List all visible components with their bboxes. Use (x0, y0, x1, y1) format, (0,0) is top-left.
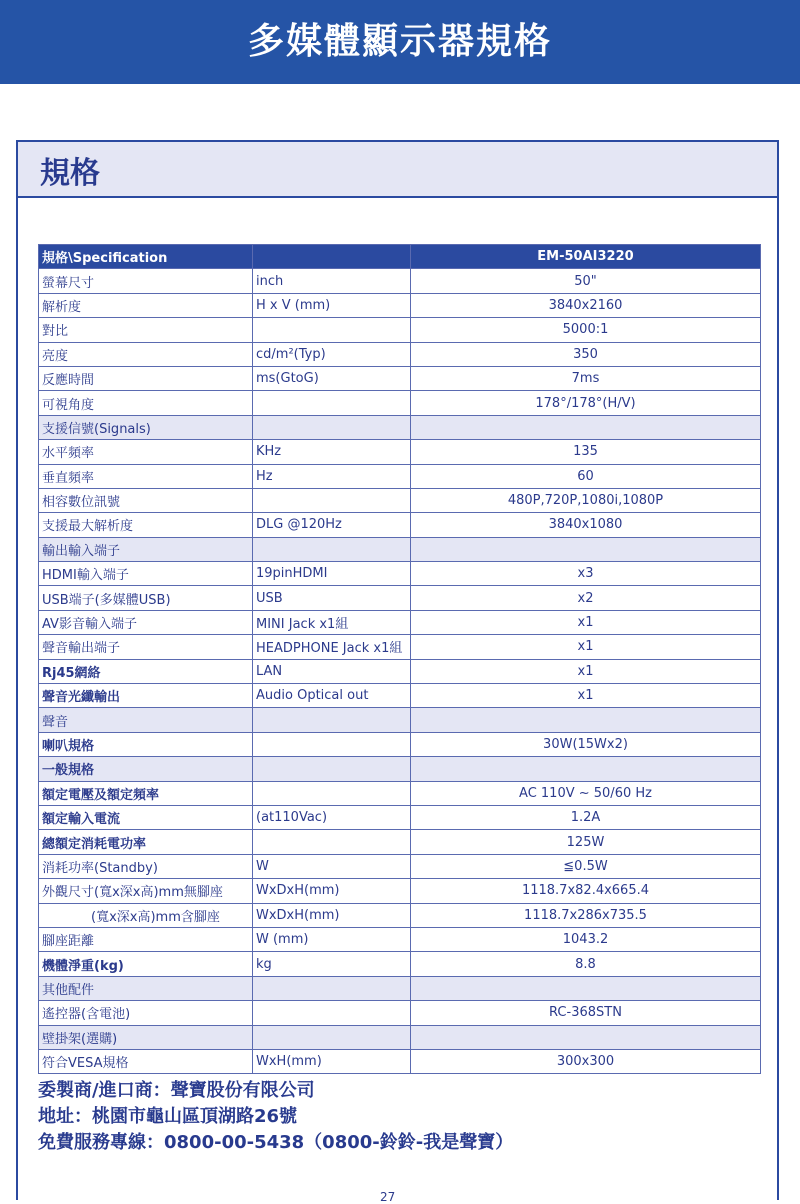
spec-unit (253, 391, 411, 415)
spec-value: x3 (411, 562, 761, 586)
spec-label: 水平頻率 (39, 440, 253, 464)
spec-value: x1 (411, 684, 761, 708)
spec-value: 1.2A (411, 805, 761, 829)
table-row (39, 854, 761, 878)
table-row (39, 464, 761, 488)
spec-label: 額定電壓及額定頻率 (39, 781, 253, 805)
spec-value: 480P,720P,1080i,1080P (411, 488, 761, 512)
spec-label: (寬x深x高)mm含腳座 (39, 903, 253, 927)
table-row (39, 391, 761, 415)
spec-value: x1 (411, 659, 761, 683)
table-row (39, 1049, 761, 1073)
spec-unit: USB (253, 586, 411, 610)
contact-info (38, 1078, 513, 1156)
spec-label: 一般規格 (39, 757, 253, 781)
table-row (39, 805, 761, 829)
table-row (39, 684, 761, 708)
spec-label: 遙控器(含電池) (39, 1001, 253, 1025)
spec-unit: 19pinHDMI (253, 562, 411, 586)
spec-label: 支援信號(Signals) (39, 415, 253, 439)
spec-unit: HEADPHONE Jack x1組 (253, 635, 411, 659)
spec-label: 喇叭規格 (39, 732, 253, 756)
table-row (39, 1001, 761, 1025)
spec-value: 350 (411, 342, 761, 366)
table-row (39, 610, 761, 634)
spec-unit: WxDxH(mm) (253, 879, 411, 903)
spec-value (411, 415, 761, 439)
spec-label: 螢幕尺寸 (39, 269, 253, 293)
spec-value (411, 976, 761, 1000)
spec-unit (253, 537, 411, 561)
table-row (39, 342, 761, 366)
spec-label: 對比 (39, 318, 253, 342)
table-row (39, 927, 761, 951)
spec-value: 7ms (411, 366, 761, 390)
table-row (39, 659, 761, 683)
spec-value: 30W(15Wx2) (411, 732, 761, 756)
section-title: 規格 (40, 156, 100, 191)
spec-unit (253, 1001, 411, 1025)
spec-label: 符合VESA規格 (39, 1049, 253, 1073)
table-row (39, 830, 761, 854)
spec-value (411, 1025, 761, 1049)
spec-unit: WxH(mm) (253, 1049, 411, 1073)
spec-label: 壁掛架(選購) (39, 1025, 253, 1049)
spec-value: 5000:1 (411, 318, 761, 342)
spec-value: 1043.2 (411, 927, 761, 951)
spec-value: RC-368STN (411, 1001, 761, 1025)
table-row (39, 366, 761, 390)
table-row (39, 635, 761, 659)
table-row (39, 903, 761, 927)
spec-label: Rj45網絡 (39, 659, 253, 683)
table-row (39, 586, 761, 610)
spec-label: 聲音 (39, 708, 253, 732)
spec-label: 輸出輸入端子 (39, 537, 253, 561)
spec-label: 其他配件 (39, 976, 253, 1000)
spec-value: 135 (411, 440, 761, 464)
spec-unit (253, 757, 411, 781)
header-unit (253, 245, 411, 269)
spec-label: 垂直頻率 (39, 464, 253, 488)
table-row (39, 1025, 761, 1049)
spec-label: 聲音光纖輸出 (39, 684, 253, 708)
spec-value: 1118.7x286x735.5 (411, 903, 761, 927)
spec-value: 3840x1080 (411, 513, 761, 537)
table-row (39, 269, 761, 293)
spec-value (411, 537, 761, 561)
spec-unit: WxDxH(mm) (253, 903, 411, 927)
spec-value: 8.8 (411, 952, 761, 976)
spec-unit: W (mm) (253, 927, 411, 951)
spec-value: 60 (411, 464, 761, 488)
spec-unit: ms(GtoG) (253, 366, 411, 390)
spec-unit: inch (253, 269, 411, 293)
table-row (39, 293, 761, 317)
spec-label: 支援最大解析度 (39, 513, 253, 537)
table-row (39, 732, 761, 756)
table-row (39, 879, 761, 903)
spec-label: 外觀尺寸(寬x深x高)mm無腳座 (39, 879, 253, 903)
page-number: 27 (380, 1190, 396, 1204)
hotline-line: 免費服務專線：0800-00-5438（0800-鈴鈴-我是聲寶） (38, 1132, 514, 1153)
spec-unit: (at110Vac) (253, 805, 411, 829)
spec-unit (253, 781, 411, 805)
spec-value: 178°/178°(H/V) (411, 391, 761, 415)
table-row (39, 537, 761, 561)
table-row (39, 513, 761, 537)
table-row (39, 757, 761, 781)
spec-label: 相容數位訊號 (39, 488, 253, 512)
spec-unit (253, 1025, 411, 1049)
spec-label: 額定輸入電流 (39, 805, 253, 829)
spec-unit: Audio Optical out (253, 684, 411, 708)
spec-unit (253, 318, 411, 342)
spec-label: 解析度 (39, 293, 253, 317)
table-row (39, 440, 761, 464)
spec-value: x1 (411, 635, 761, 659)
spec-unit (253, 976, 411, 1000)
spec-unit (253, 415, 411, 439)
spec-value (411, 708, 761, 732)
table-row (39, 781, 761, 805)
table-row (39, 562, 761, 586)
address-line: 地址：桃園市龜山區頂湖路26號 (38, 1106, 298, 1127)
page-title: 多媒體顯示器規格 (247, 21, 552, 62)
spec-value: 1118.7x82.4x665.4 (411, 879, 761, 903)
spec-unit: Hz (253, 464, 411, 488)
table-row (39, 488, 761, 512)
spec-value: 300x300 (411, 1049, 761, 1073)
spec-label: HDMI輸入端子 (39, 562, 253, 586)
spec-label: 消耗功率(Standby) (39, 854, 253, 878)
table-row (39, 952, 761, 976)
table-row (39, 708, 761, 732)
table-row (39, 976, 761, 1000)
spec-unit: H x V (mm) (253, 293, 411, 317)
spec-unit: DLG @120Hz (253, 513, 411, 537)
spec-table (38, 244, 761, 1074)
spec-label: 聲音輸出端子 (39, 635, 253, 659)
spec-value: 50" (411, 269, 761, 293)
spec-value: ≦0.5W (411, 854, 761, 878)
spec-label: 總額定消耗電功率 (39, 830, 253, 854)
spec-unit (253, 488, 411, 512)
spec-unit (253, 708, 411, 732)
spec-label: 亮度 (39, 342, 253, 366)
spec-label: 機體淨重(kg) (39, 952, 253, 976)
spec-label: 腳座距離 (39, 927, 253, 951)
spec-unit: kg (253, 952, 411, 976)
table-row (39, 318, 761, 342)
spec-value: x1 (411, 610, 761, 634)
spec-value: AC 110V ~ 50/60 Hz (411, 781, 761, 805)
spec-value: 125W (411, 830, 761, 854)
company-line: 委製商/進口商：聲寶股份有限公司 (38, 1080, 315, 1101)
spec-unit (253, 830, 411, 854)
table-header-row (39, 245, 761, 269)
header-model: EM-50AI3220 (411, 245, 761, 269)
spec-unit: LAN (253, 659, 411, 683)
spec-label: 反應時間 (39, 366, 253, 390)
spec-unit (253, 732, 411, 756)
spec-value: x2 (411, 586, 761, 610)
spec-value: 3840x2160 (411, 293, 761, 317)
spec-unit: KHz (253, 440, 411, 464)
spec-label: AV影音輸入端子 (39, 610, 253, 634)
spec-unit: W (253, 854, 411, 878)
title-banner (0, 0, 800, 84)
spec-label: 可視角度 (39, 391, 253, 415)
table-row (39, 415, 761, 439)
section-header (18, 142, 777, 198)
spec-value (411, 757, 761, 781)
spec-unit: cd/m²(Typ) (253, 342, 411, 366)
spec-unit: MINI Jack x1組 (253, 610, 411, 634)
header-spec: 規格\Specification (39, 245, 253, 269)
spec-label: USB端子(多媒體USB) (39, 586, 253, 610)
